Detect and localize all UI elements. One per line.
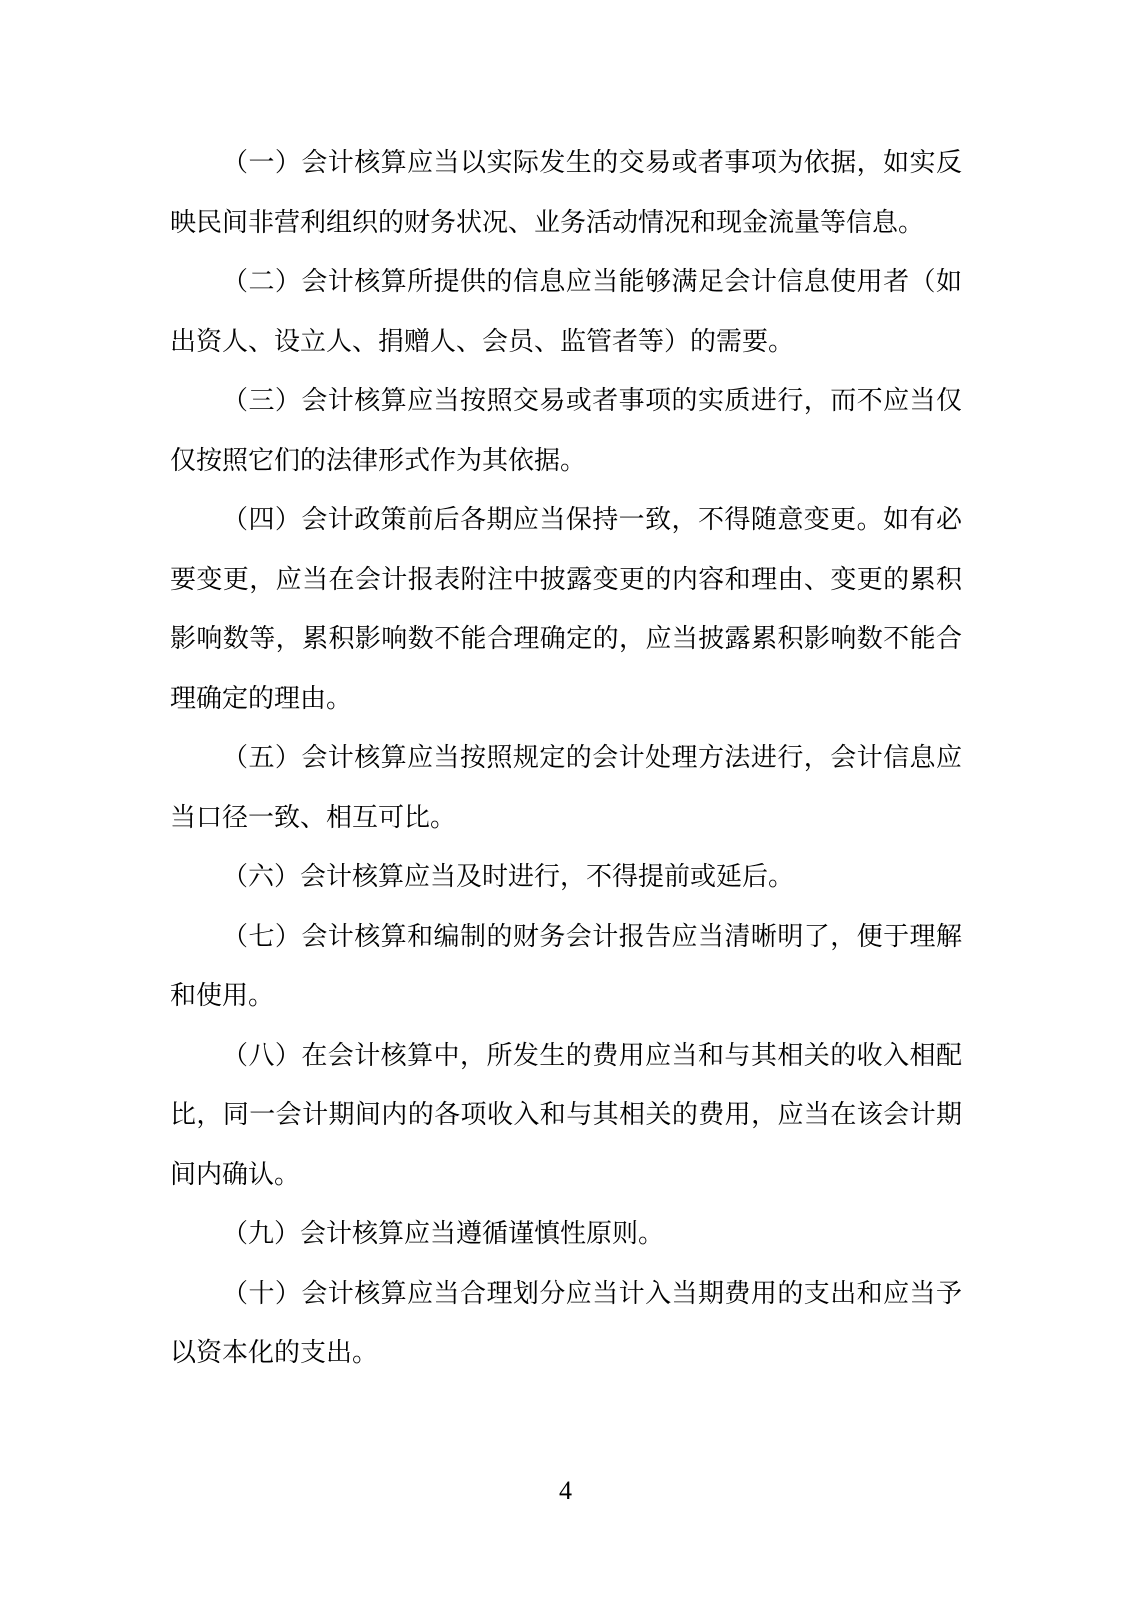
paragraph: （八）在会计核算中，所发生的费用应当和与其相关的收入相配比，同一会计期间内的各项收入和与其相关的费用，应当在该会计期间内确认。: [170, 1040, 962, 1189]
paragraph: （十）会计核算应当合理划分应当计入当期费用的支出和应当予以资本化的支出。: [170, 1278, 962, 1367]
paragraph: （五）会计核算应当按照规定的会计处理方法进行，会计信息应当口径一致、相互可比。: [170, 743, 962, 832]
paragraph: （二）会计核算所提供的信息应当能够满足会计信息使用者（如出资人、设立人、捐赠人、会员、监管者等）的需要。: [170, 267, 962, 356]
paragraph: （九）会计核算应当遵循谨慎性原则。: [222, 1219, 665, 1248]
page-number: 4: [559, 1476, 572, 1505]
paragraph: （七）会计核算和编制的财务会计报告应当清晰明了，便于理解和使用。: [170, 921, 962, 1010]
paragraph: （六）会计核算应当及时进行，不得提前或延后。: [222, 862, 795, 891]
paragraph: （一）会计核算应当以实际发生的交易或者事项为依据，如实反映民间非营利组织的财务状况、业务活动情况和现金流量等信息。: [170, 148, 962, 237]
paragraph: （四）会计政策前后各期应当保持一致，不得随意变更。如有必要变更，应当在会计报表附注中披露变更的内容和理由、变更的累积影响数等，累积影响数不能合理确定的，应当披露累积影响数不能合理确定的理由。: [170, 505, 962, 713]
text-block: [170, 133, 962, 1383]
paragraph: （三）会计核算应当按照交易或者事项的实质进行，而不应当仅仅按照它们的法律形式作为其依据。: [170, 386, 962, 475]
